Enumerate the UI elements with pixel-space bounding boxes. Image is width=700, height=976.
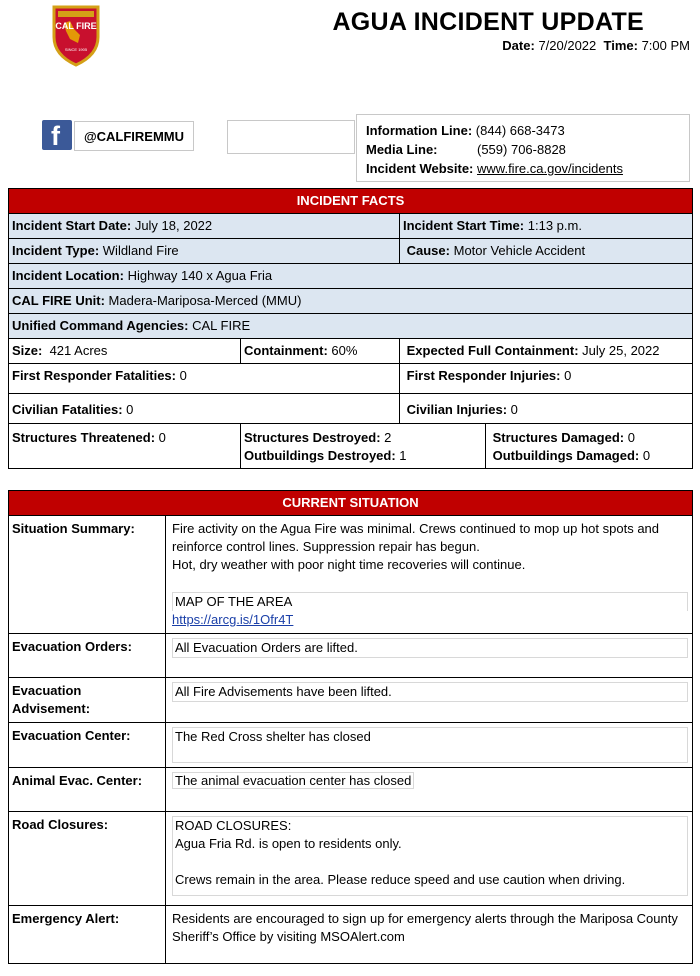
civ-fatalities-label: Civilian Fatalities:: [12, 402, 123, 417]
civ-injuries-value: 0: [510, 402, 518, 417]
fr-fatalities-cell: [9, 364, 400, 394]
destroyed-label: Structures Destroyed:: [244, 430, 381, 445]
out-damaged-row: [489, 447, 689, 465]
threatened-label: Structures Threatened:: [12, 430, 156, 445]
website-label: Incident Website:: [366, 161, 474, 176]
website-row: [366, 159, 689, 178]
expected-containment-label: Expected Full Containment:: [406, 343, 579, 358]
road-closures-cell: [166, 812, 693, 906]
evac-center-label: Evacuation Center:: [9, 723, 166, 768]
unit-cell: [9, 289, 693, 314]
incident-type-cell: [9, 239, 400, 264]
cause-cell: [400, 239, 693, 264]
media-line-row: [366, 140, 689, 159]
animal-center-value: The animal evacuation center has closed: [172, 772, 414, 789]
road-closures-heading: ROAD CLOSURES:: [175, 818, 292, 833]
agencies-label: Unified Command Agencies:: [12, 318, 189, 333]
logo-since: SINCE 1905: [64, 47, 88, 52]
evac-orders-value: All Evacuation Orders are lifted.: [172, 638, 688, 658]
dateline: [502, 38, 690, 53]
out-damaged-label: Outbuildings Damaged:: [492, 448, 640, 463]
facebook-handle[interactable]: @CALFIREMMU: [74, 121, 194, 151]
info-line-label: Information Line:: [366, 123, 473, 138]
summary-text-2: Hot, dry weather with poor night time recoveries will continue.: [172, 557, 526, 572]
fr-injuries-cell: [400, 364, 693, 394]
road-closures-line-1: Agua Fria Rd. is open to residents only.: [175, 836, 402, 851]
current-situation-heading: CURRENT SITUATION: [9, 491, 693, 516]
road-closures-line-2: Crews remain in the area. Please reduce speed and use caution when driving.: [175, 872, 626, 887]
containment-cell: [241, 339, 400, 364]
damaged-value: 0: [627, 430, 635, 445]
road-closures-label: Road Closures:: [9, 812, 166, 906]
out-destroyed-row: [244, 447, 482, 465]
civ-injuries-cell: [400, 394, 693, 424]
date-label: Date:: [502, 38, 535, 53]
info-line-value: (844) 668-3473: [475, 123, 565, 138]
emergency-alert-cell: [166, 906, 693, 964]
evac-center-value: The Red Cross shelter has closed: [172, 727, 688, 763]
out-destroyed-value: 1: [399, 448, 407, 463]
unit-value: Madera-Mariposa-Merced (MMU): [108, 293, 302, 308]
map-label: MAP OF THE AREA: [172, 592, 688, 611]
damaged-cell: [486, 424, 693, 469]
start-date-cell: [9, 214, 400, 239]
fr-injuries-label: First Responder Injuries:: [406, 368, 561, 383]
summary-cell: [166, 516, 693, 634]
emergency-alert-label: Emergency Alert:: [9, 906, 166, 964]
animal-center-label: Animal Evac. Center:: [9, 768, 166, 812]
contact-box: [356, 114, 690, 182]
damaged-row: [489, 429, 689, 447]
cal-fire-logo: [50, 3, 102, 67]
info-line-row: [366, 121, 689, 140]
animal-center-cell: [166, 768, 693, 812]
agencies-cell: [9, 314, 693, 339]
civ-fatalities-value: 0: [126, 402, 134, 417]
fr-injuries-value: 0: [564, 368, 572, 383]
size-label: Size:: [12, 343, 43, 358]
destroyed-cell: [241, 424, 486, 469]
destroyed-value: 2: [384, 430, 392, 445]
evac-center-cell: [166, 723, 693, 768]
summary-label: Situation Summary:: [9, 516, 166, 634]
threatened-cell: [9, 424, 241, 469]
location-cell: [9, 264, 693, 289]
size-cell: [9, 339, 241, 364]
time-value: 7:00 PM: [641, 38, 690, 53]
map-link[interactable]: https://arcg.is/1Ofr4T: [172, 612, 294, 627]
incident-type-label: Incident Type:: [12, 243, 100, 258]
current-situation-table: [8, 490, 693, 964]
map-link-row: [172, 611, 686, 629]
facebook-glyph: f: [51, 121, 60, 151]
website-link[interactable]: www.fire.ca.gov/incidents: [477, 161, 623, 176]
summary-text-1: Fire activity on the Agua Fire was minimal. Crews continued to mop up hot spots and reinforce control lines. Suppression repair has begun.: [172, 521, 660, 554]
unit-label: CAL FIRE Unit:: [12, 293, 105, 308]
fr-fatalities-label: First Responder Fatalities:: [12, 368, 176, 383]
out-damaged-value: 0: [642, 448, 651, 463]
evac-advisement-label: Evacuation Advisement:: [9, 678, 166, 723]
date-value: 7/20/2022: [538, 38, 597, 53]
evac-orders-label: Evacuation Orders:: [9, 634, 166, 678]
evac-advisement-value: All Fire Advisements have been lifted.: [172, 682, 688, 702]
location-label: Incident Location:: [12, 268, 124, 283]
incident-facts-heading: INCIDENT FACTS: [9, 189, 693, 214]
page-title: AGUA INCIDENT UPDATE: [332, 8, 644, 36]
containment-value: 60%: [331, 343, 358, 358]
facebook-icon[interactable]: [42, 120, 72, 150]
out-destroyed-label: Outbuildings Destroyed:: [244, 448, 396, 463]
emergency-alert-value: Residents are encouraged to sign up for emergency alerts through the Mariposa County Sheriff’s Office by visiting MSOAlert.com: [172, 911, 678, 944]
damaged-label: Structures Damaged:: [492, 430, 625, 445]
size-value: 421 Acres: [49, 343, 108, 358]
agencies-value: CAL FIRE: [192, 318, 251, 333]
location-value: Highway 140 x Agua Fria: [127, 268, 273, 283]
incident-type-value: Wildland Fire: [102, 243, 179, 258]
logo-text: CAL FIRE: [55, 21, 97, 31]
civ-fatalities-cell: [9, 394, 400, 424]
media-line-value: (559) 706-8828: [477, 142, 566, 157]
containment-label: Containment:: [244, 343, 328, 358]
expected-containment-value: July 25, 2022: [582, 343, 660, 358]
start-date-value: July 18, 2022: [134, 218, 213, 233]
civ-injuries-label: Civilian Injuries:: [406, 402, 508, 417]
destroyed-row: [244, 429, 482, 447]
incident-facts-table: [8, 188, 693, 469]
empty-field-box: [227, 120, 355, 154]
start-time-value: 1:13 p.m.: [527, 218, 582, 233]
evac-orders-cell: [166, 634, 693, 678]
threatened-value: 0: [158, 430, 166, 445]
cause-value: Motor Vehicle Accident: [453, 243, 586, 258]
cause-label: Cause:: [406, 243, 450, 258]
fr-fatalities-value: 0: [179, 368, 187, 383]
time-label: Time:: [603, 38, 638, 53]
start-time-cell: [400, 214, 693, 239]
media-line-label: Media Line:: [366, 142, 438, 157]
start-date-label: Incident Start Date:: [12, 218, 132, 233]
road-closures-box: [172, 816, 688, 896]
expected-containment-cell: [400, 339, 693, 364]
evac-advisement-cell: [166, 678, 693, 723]
start-time-label: Incident Start Time:: [403, 218, 525, 233]
